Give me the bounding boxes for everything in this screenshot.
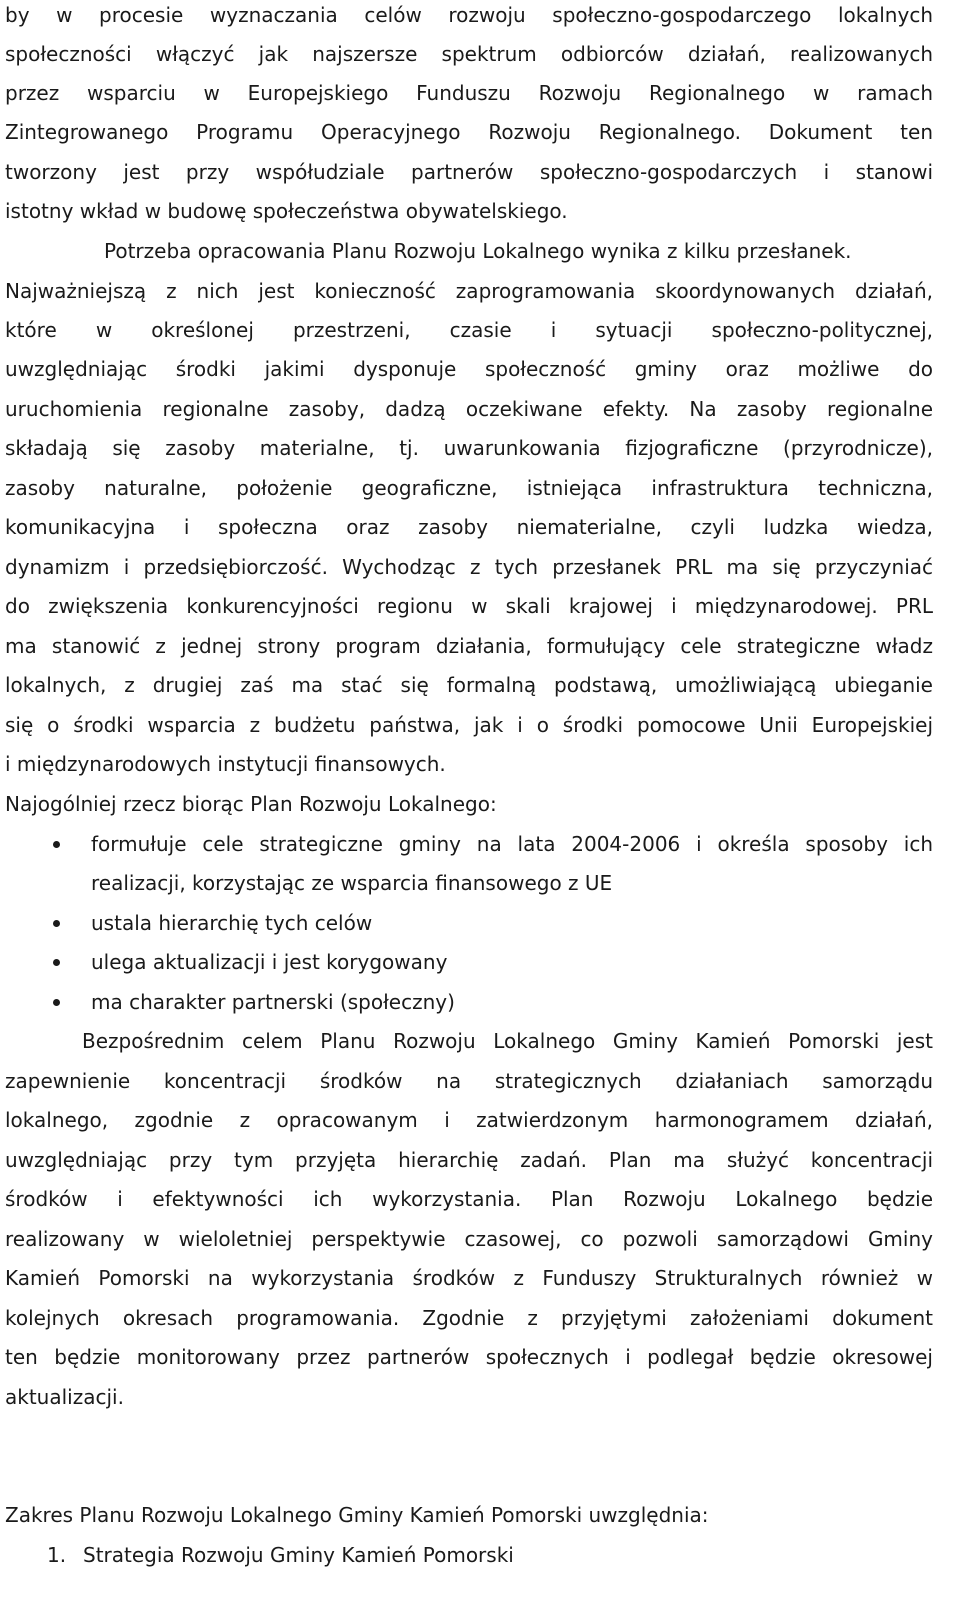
paragraph-3-line-2: zapewnienie koncentracji środków na strategicznych działaniach samorządu <box>5 1069 933 1093</box>
paragraph-2-line-13: się o środki wsparcia z budżetu państwa, jak i o środki pomocowe Unii Europejskiej <box>5 713 933 737</box>
paragraph-2-line-4: uwzględniając środki jakimi dysponuje społeczność gminy oraz możliwe do <box>5 357 933 381</box>
paragraph-3-line-9: ten będzie monitorowany przez partnerów społecznych i podlegał będzie okresowej <box>5 1345 933 1369</box>
bullet-item-2 <box>5 909 933 949</box>
paragraph-2-line-8: komunikacyjna i społeczna oraz zasoby niematerialne, czyli ludzka wiedza, <box>5 515 933 539</box>
bullet-item-3 <box>5 948 933 988</box>
bullet-icon <box>53 999 60 1006</box>
bullet-icon <box>53 920 60 927</box>
paragraph-2-line-1: Potrzeba opracowania Planu Rozwoju Lokalnego wynika z kilku przesłanek. <box>104 239 852 263</box>
list-intro: Najogólniej rzecz biorąc Plan Rozwoju Lokalnego: <box>5 792 497 816</box>
paragraph-2-line-9: dynamizm i przedsiębiorczość. Wychodząc z tych przesłanek PRL ma się przyczyniać <box>5 555 933 579</box>
paragraph-1-line-3: przez wsparciu w Europejskiego Funduszu Rozwoju Regionalnego w ramach <box>5 81 933 105</box>
paragraph-2-line-10: do zwiększenia konkurencyjności regionu w skali krajowej i międzynarodowej. PRL <box>5 594 933 618</box>
bullet-item-1-continuation: realizacji, korzystając ze wsparcia finansowego z UE <box>91 871 613 895</box>
paragraph-3-line-6: realizowany w wieloletniej perspektywie czasowej, co pozwoli samorządowi Gminy <box>5 1227 933 1251</box>
paragraph-3-line-3: lokalnego, zgodnie z opracowanym i zatwierdzonym harmonogramem działań, <box>5 1108 933 1132</box>
bullet-item-4 <box>5 988 933 1028</box>
scope-intro: Zakres Planu Rozwoju Lokalnego Gminy Kamień Pomorski uwzględnia: <box>5 1503 709 1527</box>
paragraph-3-line-4: uwzględniając przy tym przyjęta hierarchię zadań. Plan ma służyć koncentracji <box>5 1148 933 1172</box>
paragraph-3-line-5: środków i efektywności ich wykorzystania. Plan Rozwoju Lokalnego będzie <box>5 1187 933 1211</box>
paragraph-3-line-8: kolejnych okresach programowania. Zgodnie z przyjętymi założeniami dokument <box>5 1306 933 1330</box>
paragraph-2-line-5: uruchomienia regionalne zasoby, dadzą oczekiwane efekty. Na zasoby regionalne <box>5 397 933 421</box>
bullet-icon <box>53 841 60 848</box>
paragraph-2-line-7: zasoby naturalne, położenie geograficzne, istniejąca infrastruktura techniczna, <box>5 476 933 500</box>
paragraph-2-line-3: które w określonej przestrzeni, czasie i sytuacji społeczno-politycznej, <box>5 318 933 342</box>
bullet-icon <box>53 959 60 966</box>
bullet-item-1 <box>5 830 933 870</box>
paragraph-3-line-10: aktualizacji. <box>5 1385 124 1409</box>
paragraph-2-line-11: ma stanowić z jednej strony program działania, formułujący cele strategiczne władz <box>5 634 933 658</box>
numbered-item-text: Strategia Rozwoju Gminy Kamień Pomorski <box>83 1543 514 1567</box>
paragraph-3-line-1: Bezpośrednim celem Planu Rozwoju Lokalnego Gminy Kamień Pomorski jest <box>82 1029 933 1053</box>
bullet-item-text: ustala hierarchię tych celów <box>91 911 373 935</box>
numbered-item-1 <box>5 1541 933 1581</box>
bullet-item-text: ulega aktualizacji i jest korygowany <box>91 950 448 974</box>
paragraph-1-line-2: społeczności włączyć jak najszersze spektrum odbiorców działań, realizowanych <box>5 42 933 66</box>
paragraph-2-line-6: składają się zasoby materialne, tj. uwarunkowania fizjograficzne (przyrodnicze), <box>5 436 933 460</box>
paragraph-1-line-5: tworzony jest przy współudziale partnerów społeczno-gospodarczych i stanowi <box>5 160 933 184</box>
paragraph-2-line-12: lokalnych, z drugiej zaś ma stać się formalną podstawą, umożliwiającą ubieganie <box>5 673 933 697</box>
paragraph-1-line-1: by w procesie wyznaczania celów rozwoju społeczno-gospodarczego lokalnych <box>5 3 933 27</box>
paragraph-3-line-7: Kamień Pomorski na wykorzystania środków z Funduszy Strukturalnych również w <box>5 1266 933 1290</box>
paragraph-1-line-6: istotny wkład w budowę społeczeństwa obywatelskiego. <box>5 199 568 223</box>
paragraph-2-line-14: i międzynarodowych instytucji finansowych. <box>5 752 446 776</box>
paragraph-1-line-4: Zintegrowanego Programu Operacyjnego Rozwoju Regionalnego. Dokument ten <box>5 120 933 144</box>
bullet-item-text: formułuje cele strategiczne gminy na lata 2004-2006 i określa sposoby ich <box>91 832 933 856</box>
paragraph-2-line-2: Najważniejszą z nich jest konieczność zaprogramowania skoordynowanych działań, <box>5 279 933 303</box>
numbered-item-marker: 1. <box>47 1543 67 1567</box>
bullet-item-text: ma charakter partnerski (społeczny) <box>91 990 455 1014</box>
